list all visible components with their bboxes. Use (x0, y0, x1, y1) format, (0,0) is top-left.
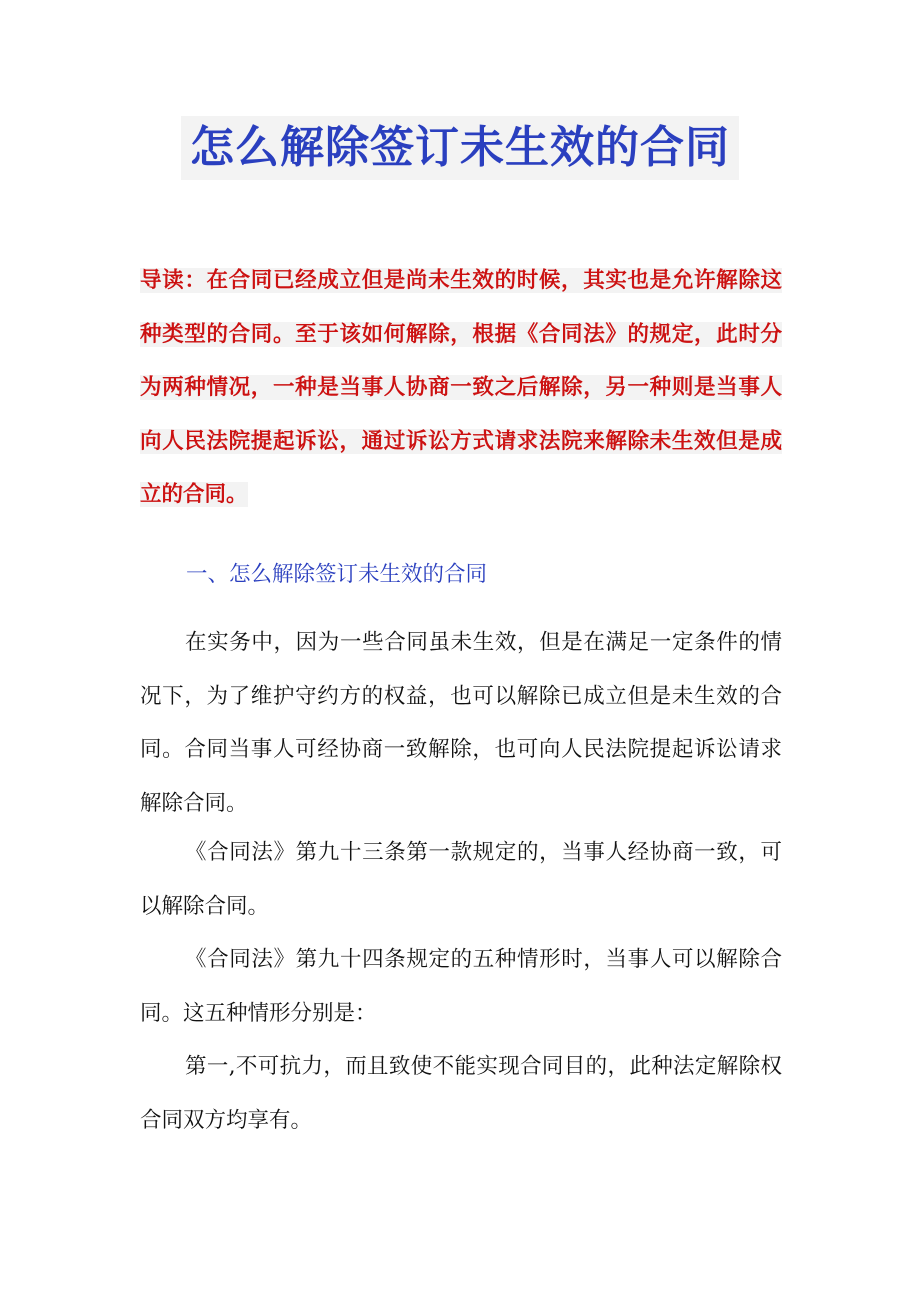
section-heading: 一、怎么解除签订未生效的合同 (186, 562, 488, 587)
body-paragraph: 第一,不可抗力，而且致使不能实现合同目的，此种法定解除权合同双方均享有。 (140, 1054, 782, 1133)
lead-text: 导读：在合同已经成立但是尚未生效的时候，其实也是允许解除这种类型的合同。至于该如何解除，根据《合同法》的规定，此时分为两种情况，一种是当事人协商一致之后解除，另一种则是当事人向人民法院提起诉讼，通过诉讼方式请求法院来解除未生效但是成立的合同。 (140, 268, 782, 507)
body-paragraph: 《合同法》第九十四条规定的五种情形时，当事人可以解除合同。这五种情形分别是： (140, 947, 782, 1026)
lead-paragraph (140, 254, 782, 522)
document-title: 怎么解除签订未生效的合同 (181, 116, 739, 180)
body-paragraph: 在实务中，因为一些合同虽未生效，但是在满足一定条件的情况下，为了维护守约方的权益，也可以解除已成立但是未生效的合同。合同当事人可经协商一致解除，也可向人民法院提起诉讼请求解除合同。 (140, 630, 782, 816)
body-paragraph: 《合同法》第九十三条第一款规定的，当事人经协商一致，可以解除合同。 (140, 840, 782, 919)
